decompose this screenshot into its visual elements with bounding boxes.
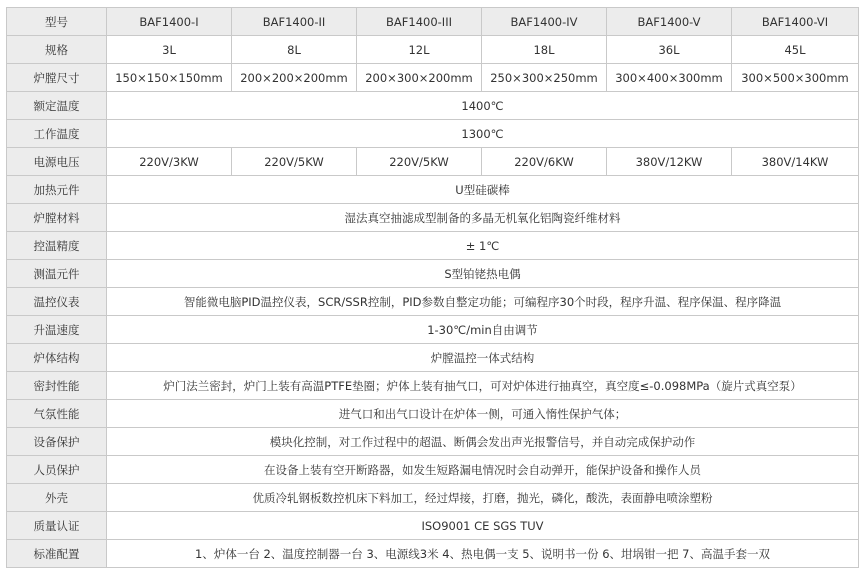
row-value-cell: 220V/6KW xyxy=(482,148,607,176)
row-value-merged-cell: U型硅碳棒 xyxy=(107,176,859,204)
table-row xyxy=(7,456,859,484)
row-label-cell: 工作温度 xyxy=(7,120,107,148)
model-header-cell: BAF1400-III xyxy=(357,8,482,36)
row-value-cell: 8L xyxy=(232,36,357,64)
row-label-cell: 标准配置 xyxy=(7,540,107,568)
table-row xyxy=(7,512,859,540)
row-label-cell: 加热元件 xyxy=(7,176,107,204)
table-row xyxy=(7,148,859,176)
row-value-merged-cell: ISO9001 CE SGS TUV xyxy=(107,512,859,540)
row-label-cell: 炉体结构 xyxy=(7,344,107,372)
row-label-cell: 电源电压 xyxy=(7,148,107,176)
row-value-cell: 18L xyxy=(482,36,607,64)
row-value-cell: 45L xyxy=(732,36,859,64)
row-value-cell: 3L xyxy=(107,36,232,64)
row-value-merged-cell: 1、炉体一台 2、温度控制器一台 3、电源线3米 4、热电偶一支 5、说明书一份 6、坩埚钳一把 7、高温手套一双 xyxy=(107,540,859,568)
table-row xyxy=(7,36,859,64)
model-header-cell: BAF1400-I xyxy=(107,8,232,36)
spec-table-container xyxy=(6,7,859,568)
row-value-cell: 220V/5KW xyxy=(232,148,357,176)
table-row xyxy=(7,204,859,232)
table-row xyxy=(7,428,859,456)
row-value-merged-cell: S型铂铑热电偶 xyxy=(107,260,859,288)
row-value-merged-cell: 优质冷轧钢板数控机床下料加工，经过焊接，打磨，抛光，磷化，酸洗，表面静电喷涂塑粉 xyxy=(107,484,859,512)
table-row xyxy=(7,316,859,344)
row-value-cell: 200×300×200mm xyxy=(357,64,482,92)
table-row xyxy=(7,288,859,316)
row-label-cell: 气氛性能 xyxy=(7,400,107,428)
header-label-cell: 型号 xyxy=(7,8,107,36)
model-header-cell: BAF1400-VI xyxy=(732,8,859,36)
model-header-cell: BAF1400-IV xyxy=(482,8,607,36)
row-value-merged-cell: 智能微电脑PID温控仪表，SCR/SSR控制，PID参数自整定功能；可编程序30个时段，程序升温、程序保温、程序降温 xyxy=(107,288,859,316)
row-label-cell: 人员保护 xyxy=(7,456,107,484)
row-value-merged-cell: 1400℃ xyxy=(107,92,859,120)
row-label-cell: 测温元件 xyxy=(7,260,107,288)
table-body xyxy=(7,36,859,568)
row-value-cell: 380V/14KW xyxy=(732,148,859,176)
row-label-cell: 外壳 xyxy=(7,484,107,512)
row-value-cell: 250×300×250mm xyxy=(482,64,607,92)
row-value-cell: 300×400×300mm xyxy=(607,64,732,92)
header-row xyxy=(7,8,859,36)
table-row xyxy=(7,64,859,92)
row-value-merged-cell: 进气口和出气口设计在炉体一侧，可通入惰性保护气体； xyxy=(107,400,859,428)
table-row xyxy=(7,176,859,204)
spec-table xyxy=(6,7,859,568)
row-label-cell: 升温速度 xyxy=(7,316,107,344)
row-value-cell: 220V/3KW xyxy=(107,148,232,176)
row-value-cell: 36L xyxy=(607,36,732,64)
row-value-merged-cell: ± 1℃ xyxy=(107,232,859,260)
table-row xyxy=(7,400,859,428)
row-label-cell: 额定温度 xyxy=(7,92,107,120)
row-label-cell: 质量认证 xyxy=(7,512,107,540)
row-label-cell: 炉膛尺寸 xyxy=(7,64,107,92)
row-label-cell: 设备保护 xyxy=(7,428,107,456)
row-label-cell: 控温精度 xyxy=(7,232,107,260)
row-value-cell: 150×150×150mm xyxy=(107,64,232,92)
row-label-cell: 规格 xyxy=(7,36,107,64)
row-value-cell: 220V/5KW xyxy=(357,148,482,176)
table-row xyxy=(7,484,859,512)
row-value-cell: 200×200×200mm xyxy=(232,64,357,92)
row-value-merged-cell: 湿法真空抽滤成型制备的多晶无机氧化铝陶瓷纤维材料 xyxy=(107,204,859,232)
table-row xyxy=(7,260,859,288)
row-value-merged-cell: 1300℃ xyxy=(107,120,859,148)
row-label-cell: 温控仪表 xyxy=(7,288,107,316)
table-row xyxy=(7,232,859,260)
table-row xyxy=(7,120,859,148)
row-value-cell: 380V/12KW xyxy=(607,148,732,176)
table-row xyxy=(7,540,859,568)
row-value-merged-cell: 模块化控制，对工作过程中的超温、断偶会发出声光报警信号，并自动完成保护动作 xyxy=(107,428,859,456)
row-value-merged-cell: 炉膛温控一体式结构 xyxy=(107,344,859,372)
table-header xyxy=(7,8,859,36)
row-value-merged-cell: 1-30℃/min自由调节 xyxy=(107,316,859,344)
model-header-cell: BAF1400-II xyxy=(232,8,357,36)
row-value-cell: 300×500×300mm xyxy=(732,64,859,92)
row-label-cell: 密封性能 xyxy=(7,372,107,400)
table-row xyxy=(7,372,859,400)
row-value-merged-cell: 炉门法兰密封，炉门上装有高温PTFE垫圈；炉体上装有抽气口，可对炉体进行抽真空，真空度≤-0.098MPa（旋片式真空泵） xyxy=(107,372,859,400)
row-label-cell: 炉膛材料 xyxy=(7,204,107,232)
table-row xyxy=(7,344,859,372)
table-row xyxy=(7,92,859,120)
row-value-cell: 12L xyxy=(357,36,482,64)
row-value-merged-cell: 在设备上装有空开断路器，如发生短路漏电情况时会自动弹开，能保护设备和操作人员 xyxy=(107,456,859,484)
model-header-cell: BAF1400-V xyxy=(607,8,732,36)
